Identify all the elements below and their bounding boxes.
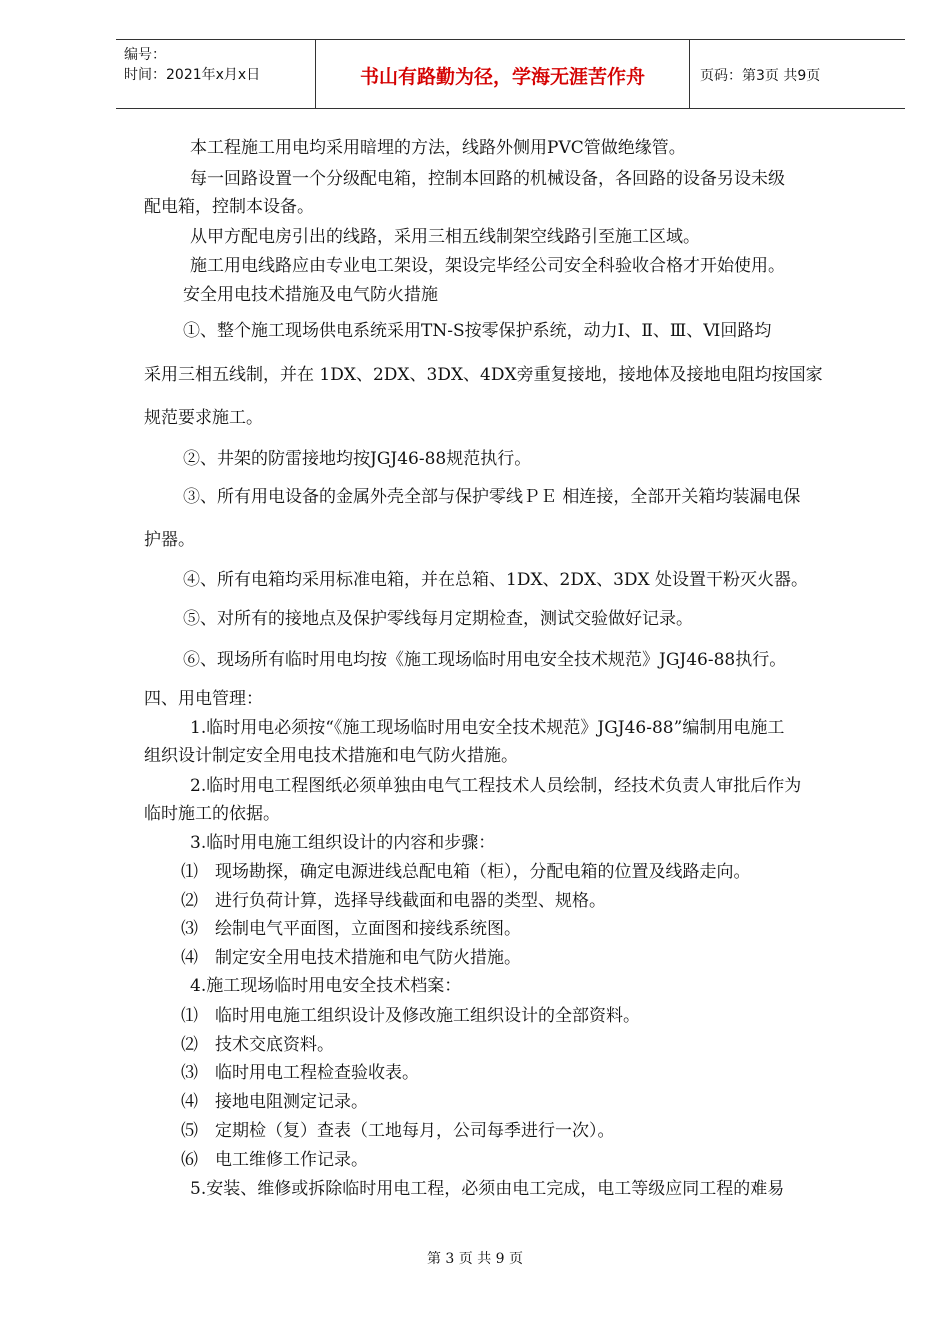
paragraph-line: 配电箱，控制本设备。 <box>144 197 314 217</box>
list-item: ⑴ 临时用电施工组织设计及修改施工组织设计的全部资料。 <box>181 1006 640 1026</box>
paragraph-line: 5.安装、维修或拆除临时用电工程，必须由电工完成，电工等级应同工程的难易 <box>190 1179 785 1199</box>
list-item: ⑶ 绘制电气平面图，立面图和接线系统图。 <box>181 919 521 939</box>
list-item: ⑶ 临时用电工程检查验收表。 <box>181 1063 419 1083</box>
paragraph-line: ②、井架的防雷接地均按JGJ46-88规范执行。 <box>183 449 532 469</box>
header-motto: 书山有路勤为径，学海无涯苦作舟 <box>359 66 645 88</box>
paragraph-line: ④、所有电箱均采用标准电箱，并在总箱、1DX、2DX、3DX 处设置干粉灭火器。 <box>183 570 809 590</box>
paragraph-line: 1.临时用电必须按“《施工现场临时用电安全技术规范》JGJ46-88”编制用电施工 <box>190 718 785 738</box>
header-page-number: 页码：第3页 共9页 <box>700 68 821 84</box>
paragraph-line: 护器。 <box>144 530 195 550</box>
paragraph-line: 组织设计制定安全用电技术措施和电气防火措施。 <box>144 746 518 766</box>
page-footer: 第 3 页 共 9 页 <box>426 1251 524 1267</box>
paragraph-line: 4.施工现场临时用电安全技术档案： <box>190 976 462 996</box>
list-item: ⑷ 制定安全用电技术措施和电气防火措施。 <box>181 948 521 968</box>
section-heading: 安全用电技术措施及电气防火措施 <box>183 285 438 305</box>
paragraph-line: 临时施工的依据。 <box>144 804 280 824</box>
list-item: ⑸ 定期检（复）查表（工地每月，公司每季进行一次）。 <box>181 1121 615 1141</box>
paragraph-line: ①、整个施工现场供电系统采用TN-S按零保护系统，动力Ⅰ、Ⅱ、Ⅲ、Ⅵ回路均 <box>183 321 772 341</box>
header-motto-cell <box>316 40 690 108</box>
section-heading: 四、用电管理： <box>144 689 263 709</box>
page-header <box>116 39 905 109</box>
paragraph-line: ⑥、现场所有临时用电均按《施工现场临时用电安全技术规范》JGJ46-88执行。 <box>183 650 787 670</box>
paragraph-line: ③、所有用电设备的金属外壳全部与保护零线ＰＥ 相连接，全部开关箱均装漏电保 <box>183 487 801 507</box>
paragraph-line: 本工程施工用电均采用暗埋的方法，线路外侧用PVC管做绝缘管。 <box>190 138 686 158</box>
list-item: ⑵ 技术交底资料。 <box>181 1035 334 1055</box>
paragraph-line: 采用三相五线制，并在 1DX、2DX、3DX、4DX旁重复接地，接地体及接地电阻均按国家 <box>144 365 823 385</box>
paragraph-line: 施工用电线路应由专业电工架设，架设完毕经公司安全科验收合格才开始使用。 <box>190 256 785 276</box>
paragraph-line: 每一回路设置一个分级配电箱，控制本回路的机械设备，各回路的设备另设未级 <box>190 169 785 189</box>
list-item: ⑴ 现场勘探，确定电源进线总配电箱（柜），分配电箱的位置及线路走向。 <box>181 862 751 882</box>
list-item: ⑹ 电工维修工作记录。 <box>181 1150 368 1170</box>
list-item: ⑷ 接地电阻测定记录。 <box>181 1092 368 1112</box>
paragraph-line: 3.临时用电施工组织设计的内容和步骤： <box>190 833 496 853</box>
paragraph-line: ⑤、对所有的接地点及保护零线每月定期检查，测试交验做好记录。 <box>183 609 693 629</box>
list-item: ⑵ 进行负荷计算，选择导线截面和电器的类型、规格。 <box>181 891 606 911</box>
document-time-label: 时间：2021年x月x日 <box>124 67 261 83</box>
paragraph-line: 规范要求施工。 <box>144 408 263 428</box>
paragraph-line: 2.临时用电工程图纸必须单独由电气工程技术人员绘制，经技术负责人审批后作为 <box>190 776 802 796</box>
paragraph-line: 从甲方配电房引出的线路，采用三相五线制架空线路引至施工区域。 <box>190 227 700 247</box>
document-number-label: 编号： <box>124 47 166 63</box>
header-meta-cell <box>116 40 316 108</box>
header-page-cell <box>690 40 905 108</box>
